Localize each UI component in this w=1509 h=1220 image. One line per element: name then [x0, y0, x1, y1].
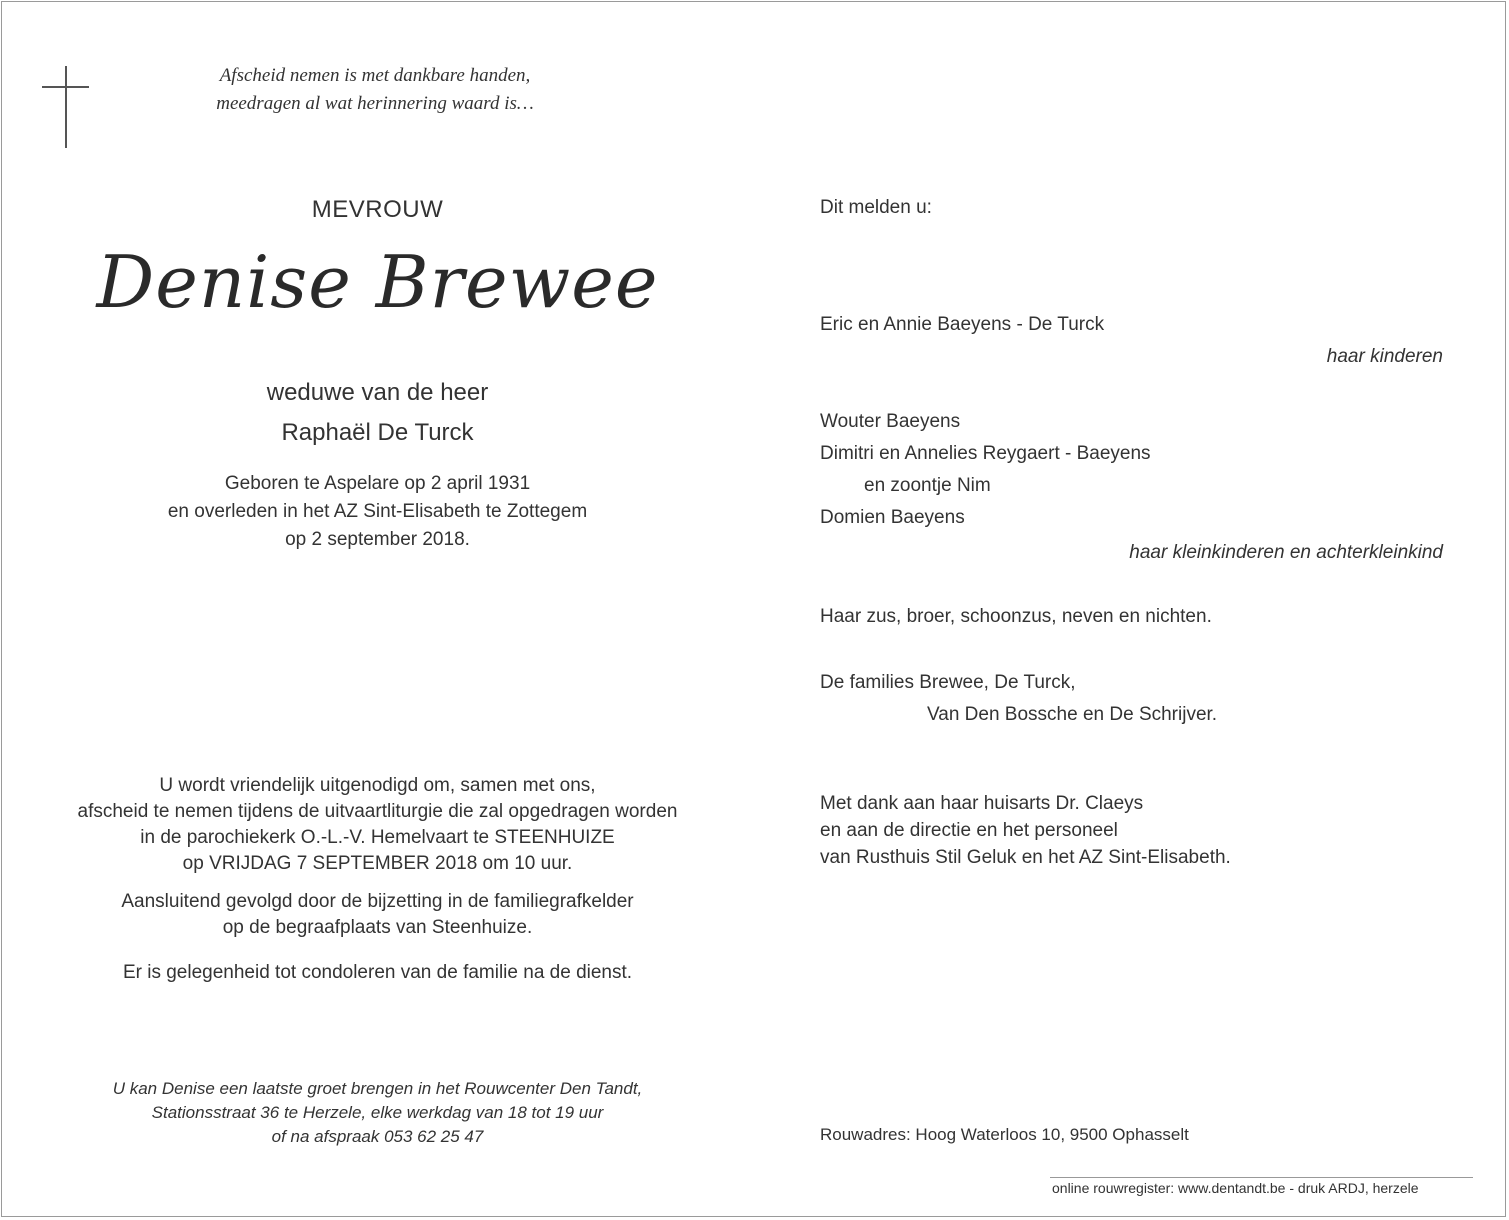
- deceased-name: Denise Brewee: [96, 240, 659, 324]
- thanks-line-3: van Rusthuis Stil Geluk en het AZ Sint-Elisabeth.: [820, 847, 1231, 868]
- thanks-line-1: Met dank aan haar huisarts Dr. Claeys: [820, 793, 1144, 814]
- relatives: Haar zus, broer, schoonzus, neven en nichten.: [820, 606, 1212, 627]
- invitation-line-1: U wordt vriendelijk uitgenodigd om, samen met ons,: [159, 775, 596, 796]
- children-role: haar kinderen: [1326, 346, 1443, 367]
- dates-line-1: Geboren te Aspelare op 2 april 1931: [224, 473, 531, 494]
- grandchildren-list: [820, 406, 1151, 534]
- visit-line-3: of na afspraak 053 62 25 47: [271, 1127, 484, 1146]
- condolence-info: Er is gelegenheid tot condoleren van de familie na de dienst.: [122, 962, 633, 983]
- deceased-title: MEVROUW: [311, 196, 444, 223]
- mourning-address: Rouwadres: Hoog Waterloos 10, 9500 Ophasselt: [820, 1125, 1189, 1144]
- burial-info: [40, 889, 715, 941]
- invitation-line-3: in de parochiekerk O.-L.-V. Hemelvaart te STEENHUIZE: [140, 827, 615, 848]
- children-names: Eric en Annie Baeyens - De Turck: [820, 314, 1105, 335]
- families-line-1: De families Brewee, De Turck,: [820, 672, 1076, 693]
- great-grandchild: en zoontje Nim: [864, 475, 991, 496]
- motto-line-1: Afscheid nemen is met dankbare handen,: [219, 65, 531, 86]
- burial-line-1: Aansluitend gevolgd door de bijzetting in de familiegrafkelder: [121, 891, 634, 912]
- widow-line-1: weduwe van de heer: [266, 379, 489, 406]
- grandchildren-role: haar kleinkinderen en achterkleinkind: [1129, 542, 1443, 563]
- widow-of: [40, 373, 715, 453]
- footer-credits: online rouwregister: www.dentandt.be - druk ARDJ, herzele: [1052, 1180, 1419, 1196]
- card-frame: [1, 1, 1506, 1217]
- grandchild-1: Wouter Baeyens: [820, 411, 961, 432]
- invitation-line-4: op VRIJDAG 7 SEPTEMBER 2018 om 10 uur.: [182, 853, 573, 874]
- grandchild-3: Domien Baeyens: [820, 507, 965, 528]
- thanks-line-2: en aan de directie en het personeel: [820, 820, 1118, 841]
- family-intro: Dit melden u:: [820, 197, 932, 218]
- birth-death-dates: [40, 470, 715, 554]
- motto-line-2: meedragen al wat herinnering waard is…: [216, 93, 534, 114]
- thanks: [820, 790, 1231, 871]
- visitation-info: [40, 1077, 715, 1149]
- visit-line-2: Stationsstraat 36 te Herzele, elke werkdag van 18 tot 19 uur: [151, 1103, 604, 1122]
- dates-line-2: en overleden in het AZ Sint-Elisabeth te Zottegem: [167, 501, 588, 522]
- motto: [160, 62, 590, 118]
- grandchild-2: Dimitri en Annelies Reygaert - Baeyens: [820, 443, 1151, 464]
- burial-line-2: op de begraafplaats van Steenhuize.: [222, 917, 533, 938]
- invitation-line-2: afscheid te nemen tijdens de uitvaartliturgie die zal opgedragen worden: [77, 801, 678, 822]
- visit-line-1: U kan Denise een laatste groet brengen in het Rouwcenter Den Tandt,: [112, 1079, 643, 1098]
- dates-line-3: op 2 september 2018.: [285, 529, 470, 550]
- families-line-2: Van Den Bossche en De Schrijver.: [927, 704, 1218, 725]
- footer-divider: [1050, 1177, 1473, 1178]
- funeral-invitation: [40, 773, 715, 877]
- widow-line-2: Raphaël De Turck: [281, 419, 474, 446]
